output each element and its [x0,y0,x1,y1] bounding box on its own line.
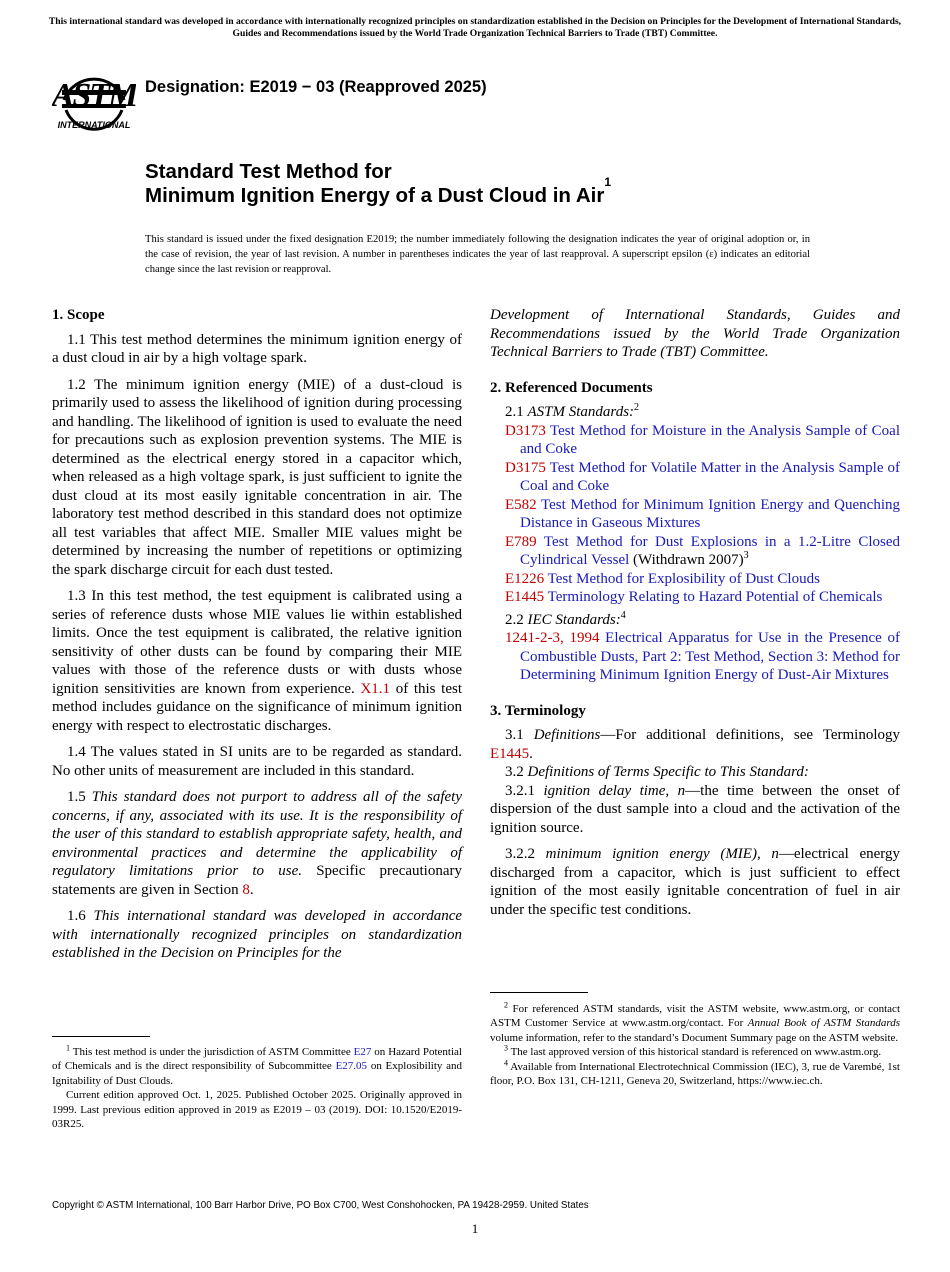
reference-item [490,459,900,496]
section-heading-terminology: 3. Terminology [490,702,586,719]
para-3-1-term: Definitions [533,727,601,743]
para-3-2-1 [490,782,900,838]
footnote-1-text-3: on Explosibility and Ignitability of Dust Clouds. [52,1060,463,1087]
issued-note: This standard is issued under the fixed designation E2019; the number immediately following the designation indicates the year of original adoption or, in the case of revision, the year of last revision. A number in parentheses indicates the year of last reapproval. A superscript epsilon (ε) indicates an editorial change since the last revision or reapproval. [145,234,810,275]
edition-note: Current edition approved Oct. 1, 2025. Published October 2025. Originally approved in 1999. Last previous edition approved in 2019 as E2019 – 03 (2019). DOI: 10.1520/E2019-03R25. [52,1089,462,1131]
footnote-3-text: The last approved version of this historical standard is referenced on www.astm.org. [510,1046,882,1059]
footnote-4-text: Available from International Electrotechnical Commission (IEC), 3, rue de Varembé, 1st floor, P.O. Box 131, CH-1211, Geneva 20, Switzerland, https://www.iec.ch. [490,1060,900,1088]
footnote-1-text-2: on Hazard Potential of Chemicals and is the direct responsibility of Subcommittee [52,1046,462,1073]
logo-letters: ASTM [52,77,136,114]
left-column [52,306,462,963]
link-e27-05[interactable]: E27.05 [335,1060,368,1073]
footnote-rule-left [52,1036,150,1037]
footnotes-right [490,1002,900,1088]
reference-item [490,629,900,685]
footnote-rule-right [490,992,588,993]
para-3-1-text: —For additional definitions, see Terminology [600,727,900,743]
title-line-2: Minimum Ignition Energy of a Dust Cloud in Air [145,184,605,207]
title-line-1: Standard Test Method for [145,160,392,183]
title-footnote-mark: 1 [604,175,612,189]
footnote-2: $^2$ For referenced ASTM standards, visit the ASTM website, www.astm.org, or contact ASTM Customer Service at www.astm.org/contact. For Annual Book of ASTM Standards volume information, refer to the standard’s Document Summary page on the ASTM website. [490,1000,901,1044]
reference-title-link[interactable]: Test Method for Explosibility of Dust Clouds [547,570,820,587]
para-3-2-2-term: minimum ignition energy (MIE), n [545,846,779,862]
reference-code-link[interactable]: E1226 [505,570,545,587]
para-1-3 [52,587,462,735]
reference-code-link[interactable]: 1241-2-3, 1994 [505,630,600,646]
para-1-6-number: 1.6 [67,908,86,924]
reference-item [490,570,900,589]
para-1-6-italic: This international standard was developed in accordance with internationally recognized principles on standardization established in the Decision on Principles for the [52,908,463,961]
logo-caption: INTERNATIONAL [57,120,131,130]
para-1-5-number: 1.5 [67,789,86,805]
iec-label-text: IEC Standards: [527,611,621,628]
reference-status: (Withdrawn 2007) [633,552,744,568]
para-3-2-text: Definitions of Terms Specific to This Standard: [527,764,809,780]
link-e1445[interactable]: E1445 [490,745,530,762]
para-3-2-number: 3.2 [505,764,524,780]
reference-code-link[interactable]: E789 [505,533,537,550]
astm-footnote-mark: 2 [634,402,640,413]
iec-reference-list [490,629,900,685]
link-section-8[interactable]: 8 [242,881,250,898]
right-column [490,306,900,919]
para-1-4: 1.4 The values stated in SI units are to be regarded as standard. No other units of measurement are included in this standard. [52,744,462,779]
para-1-6 [52,907,462,963]
reference-footnote-mark: 3 [743,550,749,561]
link-x1-1[interactable]: X1.1 [360,680,391,697]
copyright-line: Copyright © ASTM International, 100 Barr Harbor Drive, PO Box C700, West Conshohocken, PA 19428-2959. United States [52,1200,589,1211]
tbt-notice: This international standard was developed in accordance with internationally recognized principles on standardization established in the Decision on Principles for the Development of International Standards, Guides and Recommendations issued by the World Trade Organization Technical Barriers to Trade (TBT) Committee. [48,16,902,39]
iec-label-number: 2.2 [505,611,524,628]
para-3-2-1-text: —the time between the onset of dispersion of the dust sample into a cloud and the activation of the ignition source. [490,782,900,836]
para-3-1-number: 3.1 [505,727,524,743]
footnote-3: $^3$ The last approved version of this historical standard is referenced on www.astm.org. [504,1043,882,1059]
section-heading-scope: 1. Scope [52,307,105,323]
para-1-3-text-end: of this test method includes guidance on the significance of minimum ignition energy with respect to electrostatic discharges. [52,680,462,734]
astm-label-text: ASTM Standards: [527,404,635,420]
reference-item [490,422,900,459]
para-1-5-tail: Specific precautionary statements are given in Section [52,863,463,898]
para-1-6-continued [490,306,900,362]
footnote-1-text: This test method is under the jurisdiction of ASTM Committee [72,1046,351,1058]
footnote-2-text: For referenced ASTM standards, visit the ASTM website, www.astm.org, or contact ASTM Customer Service at www.astm.org/contact. For [490,1003,900,1030]
para-1-3-text: 1.3 In this test method, the test equipment is calibrated using a series of reference dusts whose MIE values lie within established limits. Once the test equipment is calibrated, the relative ignition sensitivity of other dusts can be found by comparing their MIE values with those of the reference dusts or with dusts whose ignition sensitivities are known from experience. [52,588,462,697]
document-title [145,160,611,208]
reference-item [490,533,900,570]
para-3-2-2 [490,845,900,919]
astm-reference-list [490,422,900,607]
reference-code-link[interactable]: E582 [505,496,537,513]
reference-code-link[interactable]: E1445 [505,589,545,605]
footnotes-left [52,1045,462,1131]
reference-title-link[interactable]: Test Method for Moisture in the Analysis Sample of Coal and Coke [520,422,901,457]
para-1-5-italic: This standard does not purport to address all of the safety concerns, if any, associated with its use. It is the responsibility of the user of this standard to establish appropriate safety, health, and environmental practices and determine the applicability of regulatory limitations prior to use. [52,789,462,879]
reference-code-link[interactable]: D3175 [505,459,546,476]
reference-title-link[interactable]: Test Method for Minimum Ignition Energy and Quenching Distance in Gaseous Mixtures [520,496,900,531]
para-3-2 [490,763,900,782]
para-3-1: 3.1 Definitions—For additional definitions, see Terminology E1445. [490,727,900,762]
footnote-4: $^4$ Available from International Electrotechnical Commission (IEC), 3, rue de Varembé, 1st floor, P.O. Box 131, CH-1211, Geneva 20, Switzerland, https://www.iec.ch. [490,1057,900,1088]
iec-standards-label [490,611,900,630]
reference-item [490,496,900,533]
reference-title-link[interactable]: Electrical Apparatus for Use in the Presence of Combustible Dusts, Part 2: Test Method, Section 3: Method for Determining Minimum Ignition Energy of Dust-Air Mixtures [520,630,901,683]
para-3-2-1-number: 3.2.1 [505,782,535,799]
para-3-2-1-term: ignition delay time, n [543,782,686,799]
link-e27[interactable]: E27 [353,1046,372,1058]
page-number: 1 [471,1221,479,1236]
para-3-2-2-text: —electrical energy discharged from a capacitor, which is just sufficient to effect ignition of the most easily ignitable concentration of fuel in air under the specific test conditions. [490,846,900,918]
iec-footnote-mark: 4 [620,609,626,621]
astm-logo [52,54,136,134]
reference-title-link[interactable]: Test Method for Dust Explosions in a 1.2-Litre Closed Cylindrical Vessel [520,533,900,568]
astm-label-number: 2.1 [505,404,524,420]
reference-title-link[interactable]: Test Method for Volatile Matter in the Analysis Sample of Coal and Coke [520,459,900,494]
para-1-1: 1.1 This test method determines the minimum ignition energy of a dust cloud in air by a high voltage spark. [52,331,462,366]
para-1-5: 1.5 This standard does not purport to address all of the safety concerns, if any, associated with its use. It is the responsibility of the user of this standard to establish appropriate safety, health, and environmental practices and determine the applicability of regulatory limitations prior to use. Specific precautionary statements are given in Section 8. [52,789,463,898]
section-heading-referenced: 2. Referenced Documents [490,379,653,396]
para-1-6-italic-continued: Development of International Standards, Guides and Recommendations issued by the World Trade Organization Technical Barriers to Trade (TBT) Committee. [490,307,900,360]
para-3-2-2-number: 3.2.2 [505,846,535,862]
reference-item [490,588,900,607]
footnote-2-italic: Annual Book of ASTM Standards [747,1017,901,1030]
reference-code-link[interactable]: D3173 [505,422,546,439]
reference-title-link[interactable]: Terminology Relating to Hazard Potential of Chemicals [547,589,883,605]
footnote-2-text-2: volume information, refer to the standard’s Document Summary page on the ASTM website. [490,1031,899,1044]
footnote-1: $^1$ This test method is under the jurisdiction of ASTM Committee E27 on Hazard Potential of Chemicals and is the direct responsibility of Subcommittee E27.05 on Explosibility and Ignitability of Dust Clouds. [52,1043,463,1087]
astm-standards-label [490,403,900,422]
para-1-2: 1.2 The minimum ignition energy (MIE) of a dust-cloud is primarily used to assess the likelihood of ignition during processing and handling. The likelihood of ignition is used to evaluate the need for precautions such as explosion prevention systems. The MIE is determined as the electrical energy stored in a capacitor which, when released as a high voltage spark, is just sufficient to ignite the dust cloud at its most easily ignitable concentration in air. The laboratory test method described in this standard does not optimize all test variables that affect MIE. Smaller MIE values might be determined by increasing the number of repetitions or optimizing the spark discharge circuit for each dust tested. [52,376,462,578]
designation: Designation: E2019 − 03 (Reapproved 2025) [145,78,487,96]
